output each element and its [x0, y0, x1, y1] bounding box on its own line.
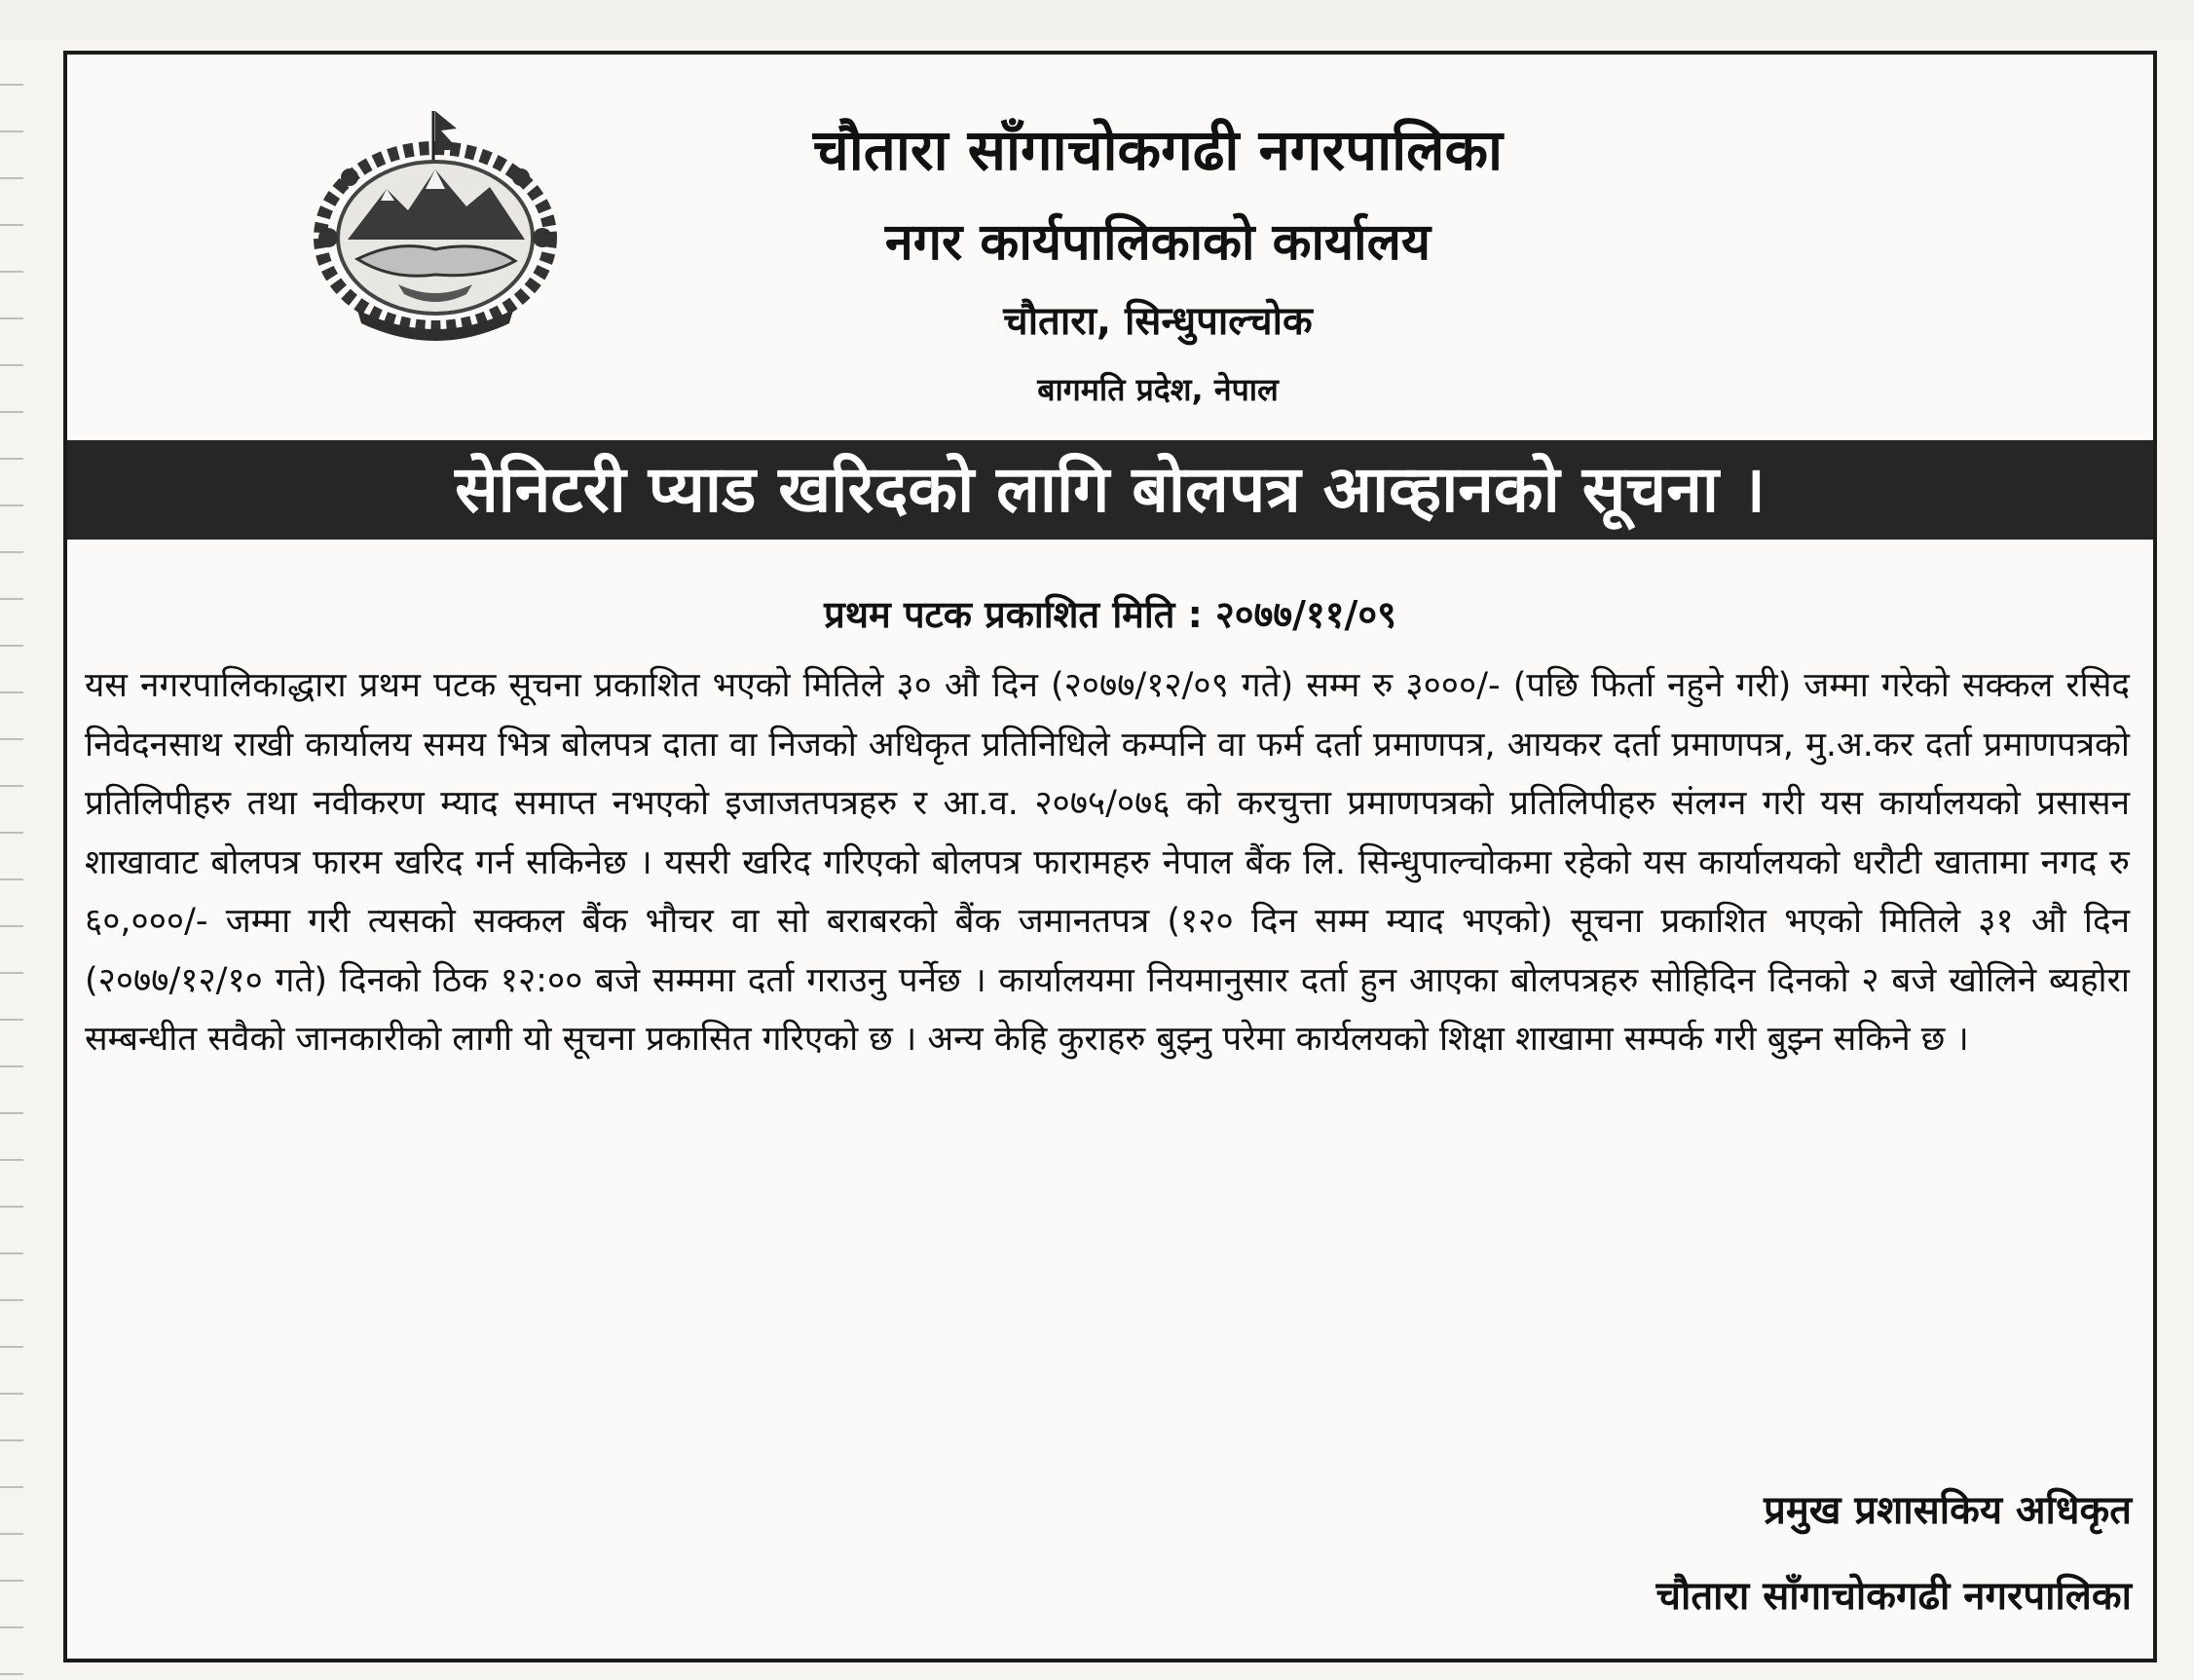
- signatory-organization: चौतारा साँगाचोकगढी नगरपालिका: [1655, 1574, 2132, 1619]
- notice-title-banner: सेनिटरी प्याड खरिदको लागि बोलपत्र आव्हानको सूचना ।: [67, 440, 2153, 540]
- signatory-designation: प्रमुख प्रशासकिय अधिकृत: [1764, 1488, 2132, 1533]
- nepal-coat-of-arms-icon: [289, 93, 581, 356]
- office-address: चौतारा, सिन्धुपाल्चोक: [1003, 299, 1313, 344]
- notice-box: [63, 51, 2157, 1662]
- scan-left-edge: [0, 39, 23, 1680]
- municipality-name: चौतारा साँगाचोकगढी नगरपालिका: [812, 117, 1504, 183]
- scan-top-strip: [0, 0, 2194, 39]
- first-published-date: प्रथम पटक प्रकाशित मिति : २०७७/११/०९: [824, 593, 1396, 636]
- province: बागमति प्रदेश, नेपाल: [1037, 371, 1279, 408]
- notice-body-paragraph: यस नगरपालिकाद्धारा प्रथम पटक सूचना प्रकाशित भएको मितिले ३० औ दिन (२०७७/१२/०९ गते) सम्म रु ३०००/- (पछि फिर्ता नहुने गरी) जम्मा गरेको सक्कल रसिद निवेदनसाथ राखी कार्यालय समय भित्र बोलपत्र दाता वा निजको अधिकृत प्रतिनिधिले कम्पनि वा फर्म दर्ता प्रमाणपत्र, आयकर दर्ता प्रमाणपत्र, मु.अ.कर दर्ता प्रमाणपत्रको प्रतिलिपीहरु तथा नवीकरण म्याद समाप्त नभएको इजाजतपत्रहरु र आ.व. २०७५/०७६ को करचुत्ता प्रमाणपत्रको प्रतिलिपीहरु संलग्न गरी यस कार्यालयको प्रसासन शाखावाट बोलपत्र फारम खरिद गर्न सकिनेछ । यसरी खरिद गरिएको बोलपत्र फारामहरु नेपाल बैंक लि. सिन्धुपाल्चोकमा रहेको यस कार्यालयको धरौटी खातामा नगद रु ६०,०००/- जम्मा गरी त्यसको सक्कल बैंक भौचर वा सो बराबरको बैंक जमानतपत्र (१२० दिन सम्म म्याद भएको) सूचना प्रकाशित भएको मितिले ३१ औ दिन (२०७७/१२/१० गते) दिनको ठिक १२:०० बजे सम्ममा दर्ता गराउनु पर्नेछ । कार्यालयमा नियमानुसार दर्ता हुन आएका बोलपत्रहरु सोहिदिन दिनको २ बजे खोलिने ब्यहोरा सम्बन्धीत सवैको जानकारीको लागी यो सूचना प्रकासित गरिएको छ । अन्य केहि कुराहरु बुझ्नु परेमा कार्यलयको शिक्षा शाखामा सम्पर्क गरी बुझ्न सकिने छ ।: [85, 666, 2130, 1059]
- notice-body: [85, 656, 2130, 1069]
- office-name: नगर कार्यपालिकाको कार्यालय: [884, 213, 1432, 272]
